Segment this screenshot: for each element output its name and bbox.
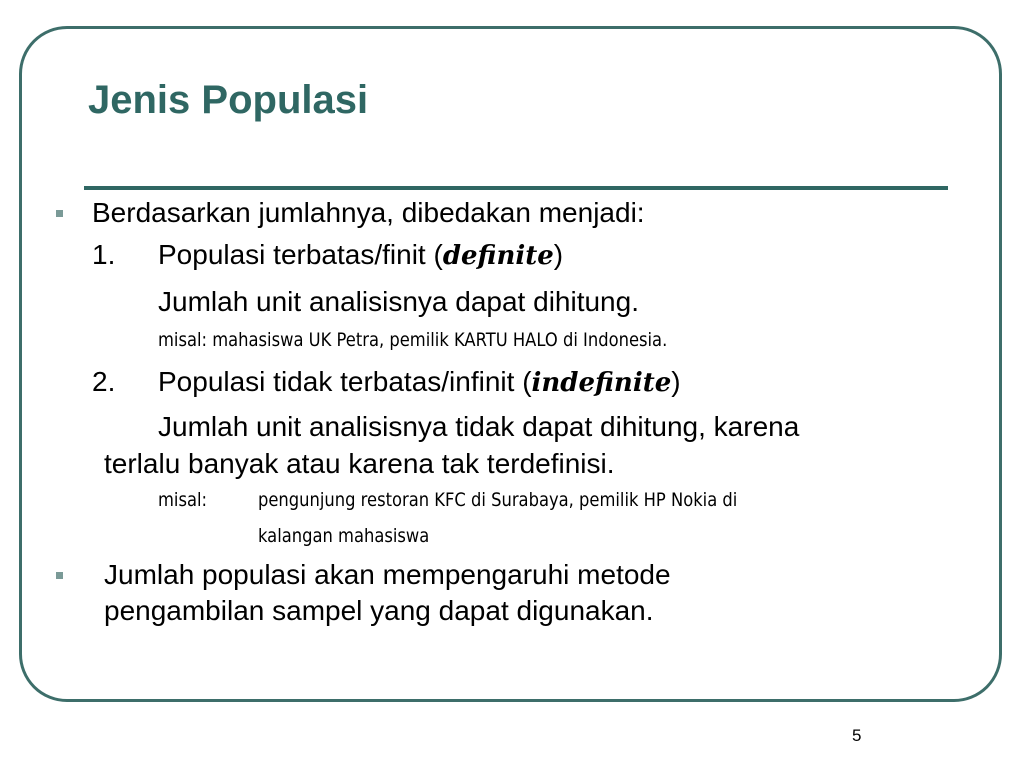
item-term: indefinite xyxy=(531,368,672,398)
item-close: ) xyxy=(553,239,564,270)
item-description-line2: terlalu banyak atau karena tak terdefinisi. xyxy=(104,448,615,479)
item-label: Populasi tidak terbatas/infinit ( xyxy=(158,366,532,397)
list-item-2 xyxy=(92,365,115,399)
item-example-line2: kalangan mahasiswa xyxy=(258,525,430,547)
bullet-text-line2: pengambilan sampel yang dapat digunakan. xyxy=(104,595,654,626)
list-number: 2. xyxy=(92,366,116,397)
bullet-marker xyxy=(56,210,63,217)
item-example-label: misal: xyxy=(158,489,208,511)
bullet-text-line1: Jumlah populasi akan mempengaruhi metode xyxy=(104,559,671,590)
list-number: 1. xyxy=(92,239,116,270)
item-term: definite xyxy=(442,241,554,271)
bullet-text: Berdasarkan jumlahnya, dibedakan menjadi: xyxy=(92,197,645,228)
item-description-line1: Jumlah unit analisisnya tidak dapat dihitung, karena xyxy=(158,411,800,442)
bullet-marker xyxy=(56,572,63,579)
list-item-1 xyxy=(92,238,115,272)
list-item-1-label xyxy=(158,238,563,273)
page-number: 5 xyxy=(852,726,862,745)
item-example-line1: pengunjung restoran KFC di Surabaya, pemilik HP Nokia di xyxy=(258,489,738,511)
item-label: Populasi terbatas/finit ( xyxy=(158,239,443,270)
item-close: ) xyxy=(671,366,681,397)
list-item-2-label xyxy=(158,365,681,400)
item-description: Jumlah unit analisisnya dapat dihitung. xyxy=(158,286,639,317)
slide-title: Jenis Populasi xyxy=(88,78,369,122)
item-example: misal: mahasiswa UK Petra, pemilik KARTU HALO di Indonesia. xyxy=(158,329,668,351)
title-underline xyxy=(84,186,948,190)
